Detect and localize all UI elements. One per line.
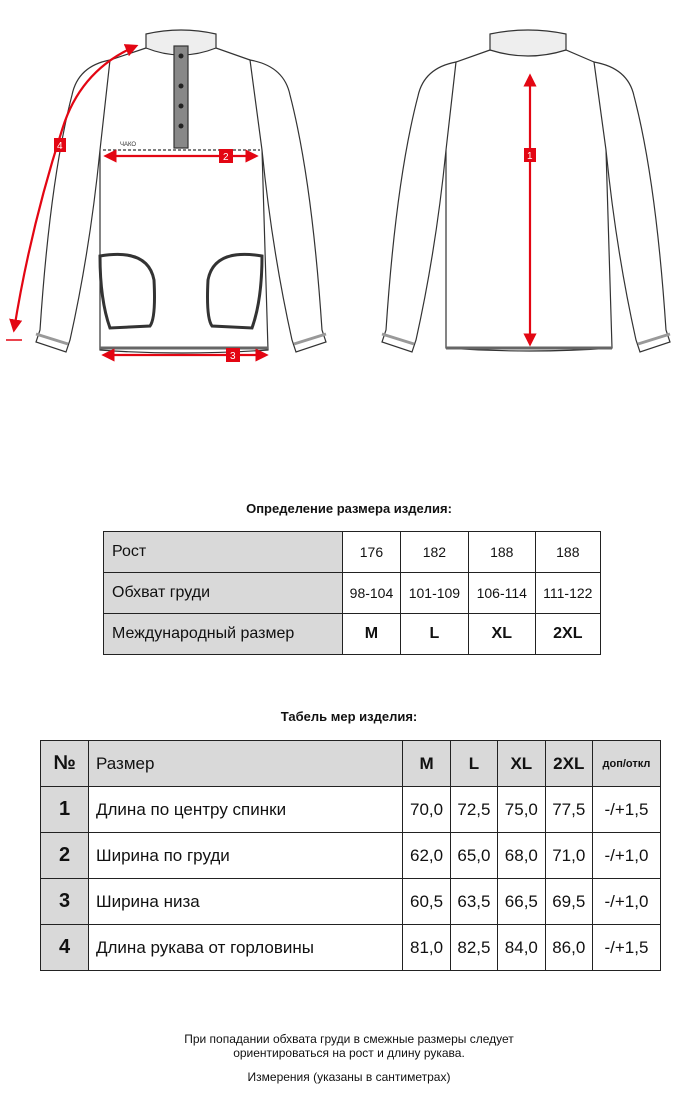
back-left-sleeve [382, 62, 456, 352]
front-view [36, 30, 326, 353]
back-body [426, 50, 626, 351]
row-num: 3 [41, 879, 89, 925]
cell: 66,5 [498, 879, 545, 925]
row-label: Рост [104, 532, 343, 573]
note-line-2: ориентироваться на рост и длину рукава. [233, 1046, 465, 1060]
cell: 71,0 [545, 833, 592, 879]
cell: 84,0 [498, 925, 545, 971]
header-size: L [450, 741, 497, 787]
cell: 188 [535, 532, 600, 573]
cell: 60,5 [403, 879, 450, 925]
row-num: 4 [41, 925, 89, 971]
cell: 106-114 [468, 573, 535, 614]
size-definition-table [103, 531, 601, 655]
back-view [382, 30, 670, 352]
marker-4 [54, 138, 66, 152]
row-num: 2 [41, 833, 89, 879]
header-size: M [403, 741, 450, 787]
cell: L [400, 614, 468, 655]
cell: 81,0 [403, 925, 450, 971]
back-collar [490, 30, 566, 56]
cell: 69,5 [545, 879, 592, 925]
marker-3-label: 3 [230, 351, 236, 362]
cell: 188 [468, 532, 535, 573]
cell: 111-122 [535, 573, 600, 614]
row-label: Международный размер [104, 614, 343, 655]
cell: 98-104 [343, 573, 401, 614]
cell: 86,0 [545, 925, 592, 971]
header-size: XL [498, 741, 545, 787]
cell: -/+1,0 [592, 879, 660, 925]
table-header-row [41, 741, 661, 787]
cell: 68,0 [498, 833, 545, 879]
row-num: 1 [41, 787, 89, 833]
cell: XL [468, 614, 535, 655]
row-name: Длина рукава от горловины [89, 925, 403, 971]
cell: 101-109 [400, 573, 468, 614]
cell: M [343, 614, 401, 655]
marker-1 [524, 148, 536, 162]
row-label: Обхват груди [104, 573, 343, 614]
header-size: 2XL [545, 741, 592, 787]
cell: -/+1,5 [592, 787, 660, 833]
table-row [41, 833, 661, 879]
table-row [41, 787, 661, 833]
row-name: Длина по центру спинки [89, 787, 403, 833]
table-row [41, 879, 661, 925]
marker-2 [219, 149, 233, 163]
cell: 182 [400, 532, 468, 573]
note-line-1: При попадании обхвата груди в смежные размеры следует [184, 1032, 514, 1046]
cell: -/+1,5 [592, 925, 660, 971]
cell: 176 [343, 532, 401, 573]
measurements-title: Табель мер изделия: [280, 709, 418, 724]
front-placket [174, 46, 188, 148]
marker-1-label: 1 [527, 151, 533, 162]
header-name: Размер [89, 741, 403, 787]
measurements-table [40, 740, 661, 971]
cell: 70,0 [403, 787, 450, 833]
front-logo-text: ЧАКО [120, 142, 137, 148]
cell: 75,0 [498, 787, 545, 833]
marker-3 [226, 348, 240, 362]
cell: 63,5 [450, 879, 497, 925]
table-row [104, 532, 601, 573]
cell: 72,5 [450, 787, 497, 833]
marker-2-label: 2 [223, 152, 229, 163]
cell: 65,0 [450, 833, 497, 879]
header-tolerance: доп/откл [592, 741, 660, 787]
table-row [104, 573, 601, 614]
note-units: Измерения (указаны в сантиметрах) [247, 1070, 451, 1084]
cell: 62,0 [403, 833, 450, 879]
size-definition-title: Определение размера изделия: [246, 501, 452, 516]
cell: 77,5 [545, 787, 592, 833]
row-name: Ширина низа [89, 879, 403, 925]
table-row [104, 614, 601, 655]
cell: 82,5 [450, 925, 497, 971]
marker-4-label: 4 [57, 141, 63, 152]
header-num: № [41, 741, 89, 787]
table-row [41, 925, 661, 971]
garment-drawing [0, 0, 698, 380]
cell: -/+1,0 [592, 833, 660, 879]
row-name: Ширина по груди [89, 833, 403, 879]
cell: 2XL [535, 614, 600, 655]
